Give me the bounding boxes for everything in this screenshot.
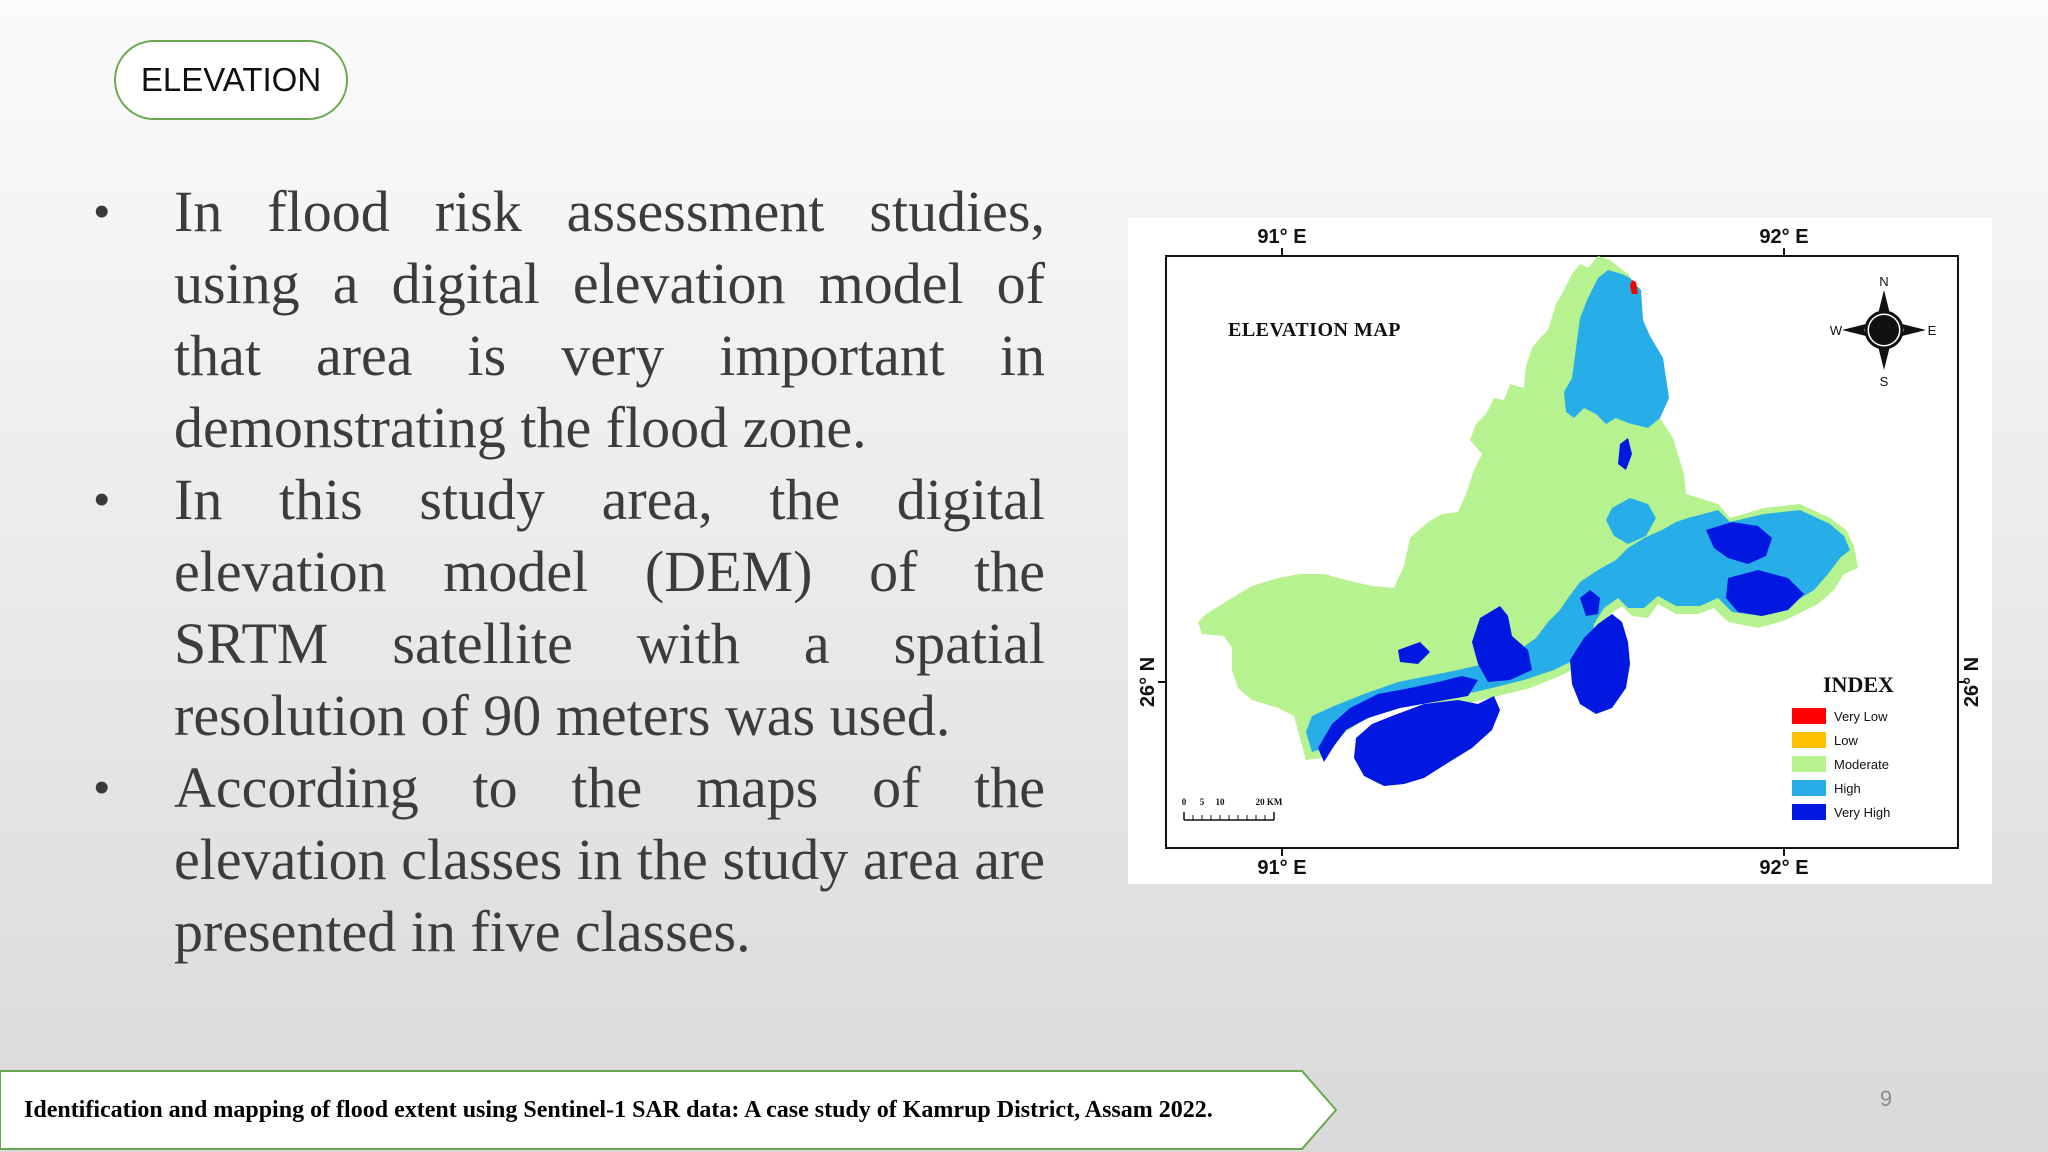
bullet-list bbox=[90, 176, 1045, 968]
compass-west-label: W bbox=[1829, 323, 1843, 338]
compass-south-label: S bbox=[1879, 374, 1889, 389]
footer-citation: Identification and mapping of flood extent using Sentinel-1 SAR data: A case study of Kamrup District, Assam 2022. bbox=[24, 1096, 1213, 1123]
bullet-text: In flood risk assessment studies, using a digital elevation model of that area is very important in demonstrating the flood zone. bbox=[174, 179, 1045, 460]
bullet-marker: • bbox=[94, 187, 110, 236]
legend-label: Very Low bbox=[1834, 709, 1888, 724]
compass-north-label: N bbox=[1879, 274, 1889, 289]
compass-east-label: E bbox=[1927, 323, 1937, 338]
legend-label: Low bbox=[1834, 733, 1858, 748]
legend-label: High bbox=[1834, 781, 1861, 796]
bottom-longitude-label: 91° E bbox=[1257, 857, 1307, 879]
bullet-text: According to the maps of the elevation classes in the study area are presented in five classes. bbox=[174, 755, 1045, 964]
elevation-map bbox=[1128, 218, 1992, 884]
bullet-item bbox=[90, 464, 1045, 752]
bullet-text: In this study area, the digital elevation model (DEM) of the SRTM satellite with a spatial resolution of 90 meters was used. bbox=[174, 467, 1045, 748]
footer-banner bbox=[0, 1070, 1340, 1150]
bottom-longitude-label: 92° E bbox=[1759, 857, 1809, 879]
bullet-item bbox=[90, 176, 1045, 464]
legend-swatch bbox=[1792, 756, 1826, 772]
right-latitude-label: 26° N bbox=[1961, 656, 1983, 708]
legend-swatch bbox=[1792, 780, 1826, 796]
legend-title: INDEX bbox=[1823, 672, 1894, 697]
page-number: 9 bbox=[1879, 1086, 1893, 1111]
top-longitude-label: 92° E bbox=[1759, 226, 1809, 248]
legend-label: Moderate bbox=[1834, 757, 1889, 772]
bullet-item bbox=[90, 752, 1045, 968]
scale-label: 20 KM bbox=[1255, 797, 1283, 807]
scale-label: 0 bbox=[1181, 797, 1187, 807]
elevation-map-figure bbox=[1128, 218, 1992, 884]
scale-label: 10 bbox=[1215, 797, 1225, 807]
top-longitude-label: 91° E bbox=[1257, 226, 1307, 248]
left-latitude-label: 26° N bbox=[1137, 656, 1159, 708]
slide-title: ELEVATION bbox=[114, 40, 348, 120]
legend-swatch bbox=[1792, 708, 1826, 724]
legend-swatch bbox=[1792, 804, 1826, 820]
map-title: ELEVATION MAP bbox=[1228, 319, 1402, 341]
scale-label: 5 bbox=[1199, 797, 1205, 807]
bullet-marker: • bbox=[94, 475, 110, 524]
legend-swatch bbox=[1792, 732, 1826, 748]
legend-label: Very High bbox=[1834, 805, 1891, 820]
bullet-marker: • bbox=[94, 763, 110, 812]
